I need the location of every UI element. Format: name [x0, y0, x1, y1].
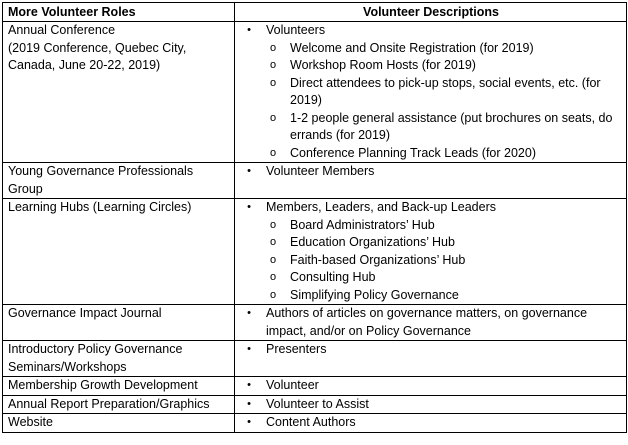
description-list: [240, 341, 622, 359]
bullet-icon: •: [247, 397, 251, 410]
description-list: [240, 396, 622, 414]
table-row: [3, 22, 627, 163]
description-cell: [235, 377, 627, 396]
sub-list-item: [266, 145, 622, 163]
sub-list-item-text: Simplifying Policy Governance: [290, 287, 459, 302]
sub-list-item: [266, 287, 622, 305]
role-cell: Membership Growth Development: [3, 377, 235, 396]
table-row: [3, 414, 627, 433]
hollow-bullet-icon: o: [269, 271, 277, 283]
description-cell: [235, 305, 627, 341]
sub-list-item-text: Faith-based Organizations’ Hub: [290, 252, 466, 267]
sub-list-item: [266, 269, 622, 287]
list-item-text: Volunteers: [266, 23, 326, 37]
sub-list-item: [266, 110, 622, 145]
role-cell: Governance Impact Journal: [3, 305, 235, 341]
role-cell: Introductory Policy Governance Seminars/Workshops: [3, 341, 235, 377]
description-cell: [235, 341, 627, 377]
bullet-icon: •: [247, 416, 251, 428]
hollow-bullet-icon: o: [269, 111, 277, 124]
table-row: [3, 377, 627, 396]
list-item-text: Volunteer Members: [266, 164, 375, 178]
role-cell: Young Governance Professionals Group: [3, 163, 235, 199]
list-item-text: Authors of articles on governance matters, on governance impact, and/or on Policy Governance: [266, 306, 588, 338]
description-list: [240, 22, 622, 162]
description-list: [240, 199, 622, 304]
sub-list-item: [266, 40, 622, 58]
hollow-bullet-icon: o: [269, 253, 277, 266]
table-row: [3, 163, 627, 199]
list-item: [240, 396, 622, 414]
description-cell: [235, 414, 627, 433]
list-item: [240, 22, 622, 162]
sub-list-item-text: Direct attendees to pick-up stops, social events, etc. (for 2019): [290, 75, 601, 107]
hollow-bullet-icon: o: [269, 76, 277, 89]
list-item: [240, 163, 622, 181]
list-item: [240, 414, 622, 432]
list-item-text: Volunteer to Assist: [266, 396, 369, 411]
sub-list-item: [266, 252, 622, 270]
sub-list-item-text: Consulting Hub: [290, 270, 376, 284]
bullet-icon: •: [247, 343, 251, 355]
table-row: [3, 199, 627, 305]
hollow-bullet-icon: o: [269, 288, 277, 301]
list-item: [240, 199, 622, 304]
hollow-bullet-icon: o: [269, 41, 277, 54]
hollow-bullet-icon: o: [269, 59, 277, 71]
bullet-icon: •: [247, 379, 251, 391]
sub-list-item-text: Conference Planning Track Leads (for 2020): [290, 145, 536, 160]
description-list: [240, 414, 622, 432]
sub-list-item: [266, 75, 622, 110]
description-cell: [235, 22, 627, 163]
role-cell: Learning Hubs (Learning Circles): [3, 199, 235, 305]
description-list: [240, 163, 622, 181]
description-cell: [235, 395, 627, 414]
description-list: [240, 377, 622, 395]
column-header-roles: More Volunteer Roles: [3, 3, 235, 22]
list-item: [240, 305, 622, 340]
list-item-text: Content Authors: [266, 415, 356, 429]
list-item: [240, 341, 622, 359]
table-body: [3, 22, 627, 433]
table-row: [3, 395, 627, 414]
list-item-text: Members, Leaders, and Back-up Leaders: [266, 200, 496, 214]
bullet-icon: •: [247, 24, 251, 36]
hollow-bullet-icon: o: [269, 146, 277, 159]
role-cell: Annual Conference (2019 Conference, Quebec City, Canada, June 20-22, 2019): [3, 22, 235, 163]
hollow-bullet-icon: o: [269, 236, 277, 248]
sub-list-item: [266, 234, 622, 252]
sub-list-item-text: Welcome and Onsite Registration (for 2019): [290, 40, 534, 55]
sub-list-item-text: Workshop Room Hosts (for 2019): [290, 58, 476, 72]
sub-list: [266, 217, 622, 305]
column-header-descriptions: Volunteer Descriptions: [235, 3, 627, 22]
table-row: [3, 305, 627, 341]
sub-list-item-text: Board Administrators’ Hub: [290, 217, 435, 232]
table-header-row: [3, 3, 627, 22]
sub-list-item-text: 1-2 people general assistance (put brochures on seats, do errands (for 2019): [290, 110, 613, 142]
table-row: [3, 341, 627, 377]
description-cell: [235, 163, 627, 199]
role-cell: Website: [3, 414, 235, 433]
list-item: [240, 377, 622, 395]
sub-list-item-text: Education Organizations’ Hub: [290, 235, 455, 249]
bullet-icon: •: [247, 201, 251, 213]
bullet-icon: •: [247, 165, 251, 177]
description-list: [240, 305, 622, 340]
description-cell: [235, 199, 627, 305]
volunteer-roles-table: [2, 2, 627, 433]
hollow-bullet-icon: o: [269, 218, 277, 231]
list-item-text: Presenters: [266, 342, 327, 356]
sub-list-item: [266, 217, 622, 235]
sub-list-item: [266, 57, 622, 75]
bullet-icon: •: [247, 307, 251, 319]
list-item-text: Volunteer: [266, 378, 319, 392]
sub-list: [266, 40, 622, 163]
role-cell: Annual Report Preparation/Graphics: [3, 395, 235, 414]
